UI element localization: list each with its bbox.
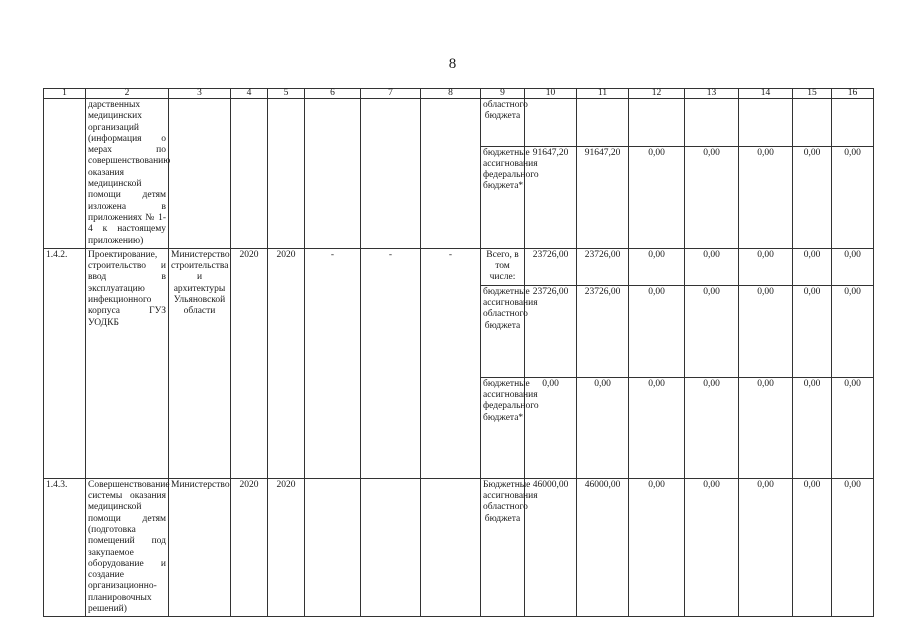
funding-source: Бюджетные ассигнования областного бюджета xyxy=(481,478,525,617)
amount-cell: 46000,00 xyxy=(525,478,577,617)
amount-cell xyxy=(525,99,577,147)
amount-cell: 0,00 xyxy=(629,146,685,248)
amount-cell: 0,00 xyxy=(629,377,685,478)
column-header: 13 xyxy=(685,89,739,99)
column-header: 9 xyxy=(481,89,525,99)
amount-cell: 0,00 xyxy=(832,248,874,285)
amount-cell: 23726,00 xyxy=(525,285,577,377)
row-start-year: 2020 xyxy=(231,248,268,478)
amount-cell: 0,00 xyxy=(685,377,739,478)
column-header: 3 xyxy=(169,89,231,99)
row-start-year: 2020 xyxy=(231,478,268,617)
funding-source: бюджетные ассигнования федерального бюджета* xyxy=(481,146,525,248)
row-name: Совершенствование системы оказания медицинской помощи детям (подготовка помещений под закупаемое оборудование и создание организационно-планировочных решений) xyxy=(86,478,169,617)
amount-cell: 0,00 xyxy=(685,285,739,377)
row-col7: - xyxy=(361,248,421,478)
row-end-year: 2020 xyxy=(268,478,305,617)
amount-cell: 0,00 xyxy=(739,248,793,285)
row-code: 1.4.2. xyxy=(44,248,86,478)
row-col7 xyxy=(361,478,421,617)
amount-cell: 0,00 xyxy=(629,248,685,285)
amount-cell: 0,00 xyxy=(739,377,793,478)
row-col7 xyxy=(361,99,421,249)
row-end-year: 2020 xyxy=(268,248,305,478)
amount-cell: 0,00 xyxy=(525,377,577,478)
amount-cell: 0,00 xyxy=(793,146,832,248)
row-executor xyxy=(169,99,231,249)
column-header: 14 xyxy=(739,89,793,99)
table-body xyxy=(44,89,874,617)
row-start-year xyxy=(231,99,268,249)
amount-cell: 0,00 xyxy=(629,285,685,377)
row-col8 xyxy=(421,99,481,249)
amount-cell: 0,00 xyxy=(793,478,832,617)
column-header-row xyxy=(44,89,874,99)
row-col8: - xyxy=(421,248,481,478)
amount-cell: 0,00 xyxy=(832,285,874,377)
amount-cell: 23726,00 xyxy=(577,285,629,377)
amount-cell: 0,00 xyxy=(577,377,629,478)
amount-cell: 0,00 xyxy=(832,146,874,248)
amount-cell xyxy=(832,99,874,147)
row-executor: Министерство строительства и архитектуры Ульяновской области xyxy=(169,248,231,478)
amount-cell: 0,00 xyxy=(793,377,832,478)
column-header: 16 xyxy=(832,89,874,99)
funding-source: бюджетные ассигнования областного бюджета xyxy=(481,285,525,377)
amount-cell: 0,00 xyxy=(685,248,739,285)
amount-cell: 23726,00 xyxy=(525,248,577,285)
column-header: 1 xyxy=(44,89,86,99)
column-header: 5 xyxy=(268,89,305,99)
amount-cell: 0,00 xyxy=(739,146,793,248)
column-header: 4 xyxy=(231,89,268,99)
column-header: 2 xyxy=(86,89,169,99)
amount-cell: 23726,00 xyxy=(577,248,629,285)
column-header: 10 xyxy=(525,89,577,99)
column-header: 15 xyxy=(793,89,832,99)
funding-source: Всего, в том числе: xyxy=(481,248,525,285)
column-header: 12 xyxy=(629,89,685,99)
amount-cell xyxy=(577,99,629,147)
amount-cell: 0,00 xyxy=(685,146,739,248)
amount-cell: 0,00 xyxy=(793,248,832,285)
amount-cell xyxy=(685,99,739,147)
column-header: 8 xyxy=(421,89,481,99)
amount-cell: 0,00 xyxy=(832,478,874,617)
row-name: дарственных медицинских организаций (информация о мерах по совершенствованию оказания медицинской помощи детям изложена в приложениях № 1-4 к настоящему приложению) xyxy=(86,99,169,249)
column-header: 11 xyxy=(577,89,629,99)
amount-cell: 0,00 xyxy=(629,478,685,617)
funding-source: бюджетные ассигнования федерального бюджета* xyxy=(481,377,525,478)
table-row xyxy=(44,478,874,617)
budget-table xyxy=(43,88,874,617)
amount-cell: 91647,20 xyxy=(525,146,577,248)
amount-cell xyxy=(793,99,832,147)
row-name: Проектирование, строительство и ввод в эксплуатацию инфекционного корпуса ГУЗ УОДКБ xyxy=(86,248,169,478)
amount-cell xyxy=(629,99,685,147)
amount-cell: 0,00 xyxy=(685,478,739,617)
row-executor: Министерство xyxy=(169,478,231,617)
amount-cell: 0,00 xyxy=(739,478,793,617)
row-col6 xyxy=(305,99,361,249)
amount-cell xyxy=(739,99,793,147)
row-col6: - xyxy=(305,248,361,478)
funding-source: областного бюджета xyxy=(481,99,525,147)
column-header: 7 xyxy=(361,89,421,99)
table-row xyxy=(44,99,874,147)
page-number: 8 xyxy=(448,56,457,72)
row-end-year xyxy=(268,99,305,249)
amount-cell: 0,00 xyxy=(793,285,832,377)
amount-cell: 46000,00 xyxy=(577,478,629,617)
row-code: 1.4.3. xyxy=(44,478,86,617)
row-code xyxy=(44,99,86,249)
column-header: 6 xyxy=(305,89,361,99)
table-row xyxy=(44,248,874,285)
amount-cell: 0,00 xyxy=(832,377,874,478)
row-col8 xyxy=(421,478,481,617)
amount-cell: 0,00 xyxy=(739,285,793,377)
row-col6 xyxy=(305,478,361,617)
amount-cell: 91647,20 xyxy=(577,146,629,248)
